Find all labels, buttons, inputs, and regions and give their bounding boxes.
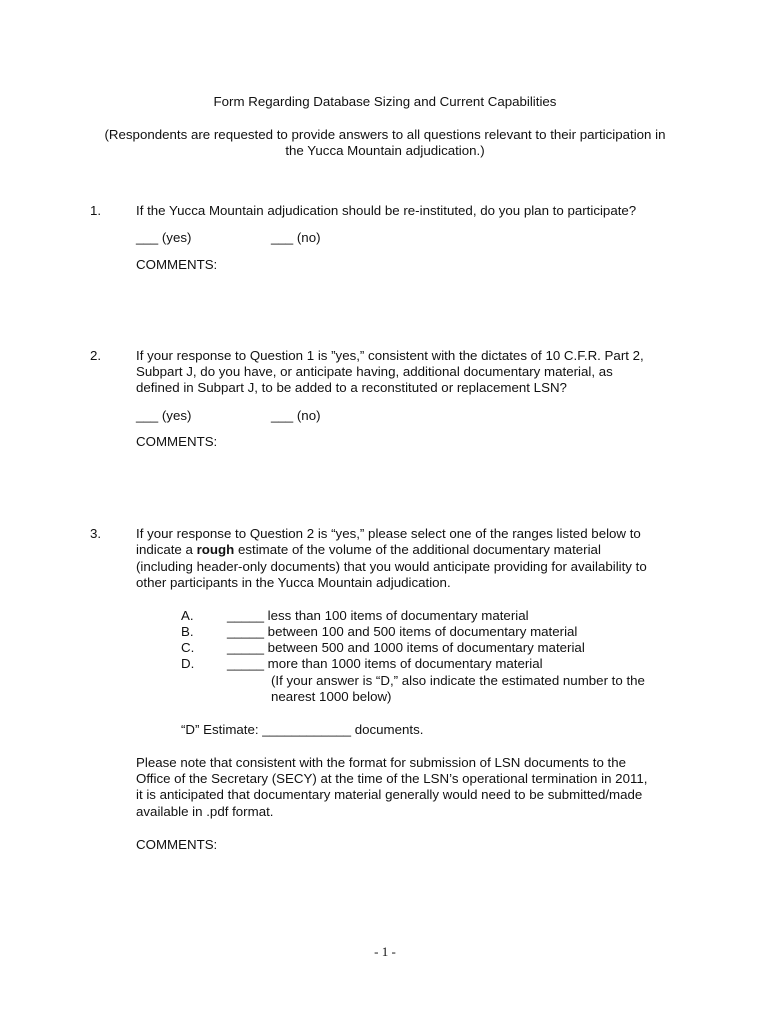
question-3-text-line-2-pre: indicate a bbox=[136, 542, 197, 557]
question-1-comments-label: COMMENTS: bbox=[136, 257, 218, 272]
question-2-text-line-2: Subpart J, do you have, or anticipate having, additional documentary material, as bbox=[136, 364, 613, 379]
intro-line-2: the Yucca Mountain adjudication.) bbox=[285, 143, 485, 158]
question-2-text-line-1: If your response to Question 1 is ”yes,” consistent with the dictates of 10 C.F.R. Part 2, bbox=[136, 348, 644, 363]
d-estimate-field[interactable]: “D” Estimate: ____________ documents. bbox=[181, 722, 424, 737]
form-title: Form Regarding Database Sizing and Current Capabilities bbox=[213, 94, 557, 109]
question-3-text-line-2-post: estimate of the volume of the additional documentary material bbox=[234, 542, 601, 557]
question-3-text-line-2 bbox=[136, 542, 601, 558]
question-2-text-line-3: defined in Subpart J, to be added to a reconstituted or replacement LSN? bbox=[136, 380, 567, 395]
question-3-number: 3. bbox=[90, 526, 102, 541]
format-note-line-4: available in .pdf format. bbox=[136, 804, 274, 819]
option-d-note-line-1: (If your answer is “D,” also indicate the estimated number to the bbox=[271, 673, 645, 688]
option-c-letter: C. bbox=[181, 640, 195, 655]
format-note-line-1: Please note that consistent with the format for submission of LSN documents to the bbox=[136, 755, 627, 770]
option-d-note-line-2: nearest 1000 below) bbox=[271, 689, 392, 704]
format-note-line-3: it is anticipated that documentary material generally would need to be submitted/made bbox=[136, 787, 643, 802]
question-2-number: 2. bbox=[90, 348, 102, 363]
question-1-yes-blank[interactable]: ___ (yes) bbox=[136, 230, 192, 245]
intro-line-1: (Respondents are requested to provide answers to all questions relevant to their participation in bbox=[104, 127, 666, 142]
page-number: - 1 - bbox=[374, 944, 396, 959]
option-d-letter: D. bbox=[181, 656, 195, 671]
option-c-text[interactable]: _____ between 500 and 1000 items of documentary material bbox=[227, 640, 585, 655]
rough-emphasis: rough bbox=[196, 542, 235, 557]
option-d-text[interactable]: _____ more than 1000 items of documentary material bbox=[227, 656, 543, 671]
question-2-no-blank[interactable]: ___ (no) bbox=[271, 408, 321, 423]
option-b-letter: B. bbox=[181, 624, 194, 639]
option-b-text[interactable]: _____ between 100 and 500 items of documentary material bbox=[227, 624, 578, 639]
question-1-text: If the Yucca Mountain adjudication should be re-instituted, do you plan to participate? bbox=[136, 203, 637, 218]
question-3-text-line-3: (including header-only documents) that you would anticipate providing for availability to bbox=[136, 559, 647, 574]
question-1-no-blank[interactable]: ___ (no) bbox=[271, 230, 321, 245]
format-note-line-2: Office of the Secretary (SECY) at the time of the LSN’s operational termination in 2011, bbox=[136, 771, 648, 786]
question-3-comments-label: COMMENTS: bbox=[136, 837, 218, 852]
option-a-text[interactable]: _____ less than 100 items of documentary material bbox=[227, 608, 529, 623]
question-3-text-line-1: If your response to Question 2 is “yes,” please select one of the ranges listed below to bbox=[136, 526, 641, 541]
question-2-yes-blank[interactable]: ___ (yes) bbox=[136, 408, 192, 423]
question-1-number: 1. bbox=[90, 203, 102, 218]
question-3-text-line-4: other participants in the Yucca Mountain adjudication. bbox=[136, 575, 451, 590]
question-2-comments-label: COMMENTS: bbox=[136, 434, 218, 449]
option-a-letter: A. bbox=[181, 608, 194, 623]
